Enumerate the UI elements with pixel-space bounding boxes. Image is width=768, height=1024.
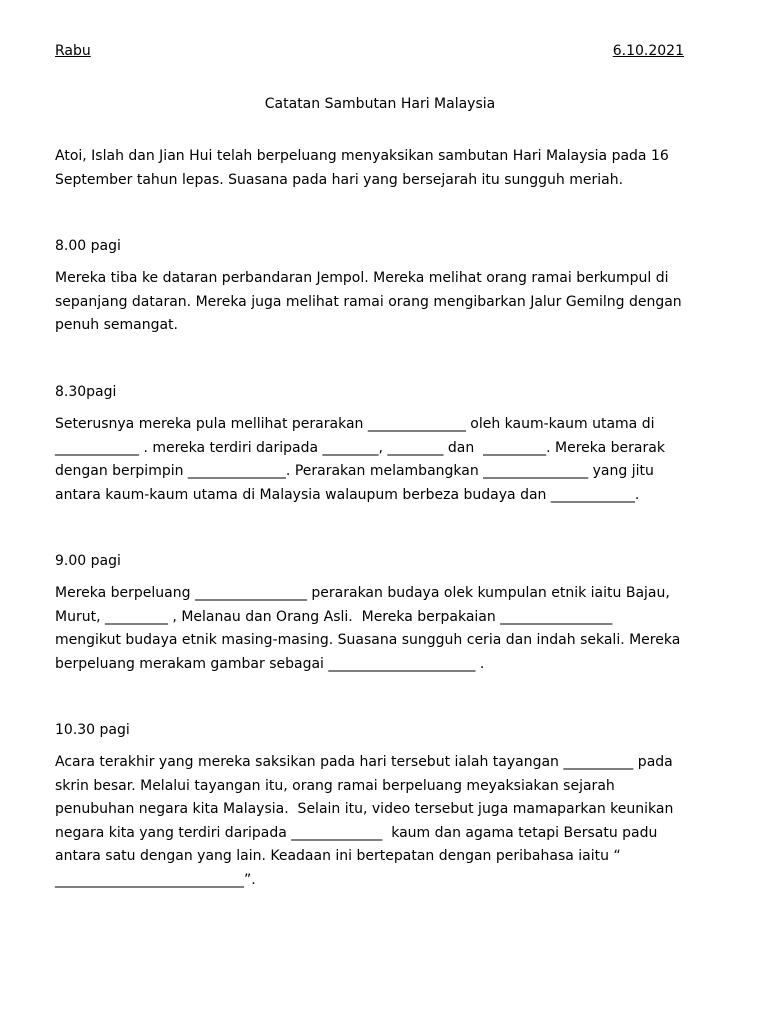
section-paragraph-4 <box>55 751 705 892</box>
paragraph-line: sepanjang dataran. Mereka juga melihat ramai orang mengibarkan Jalur Gemilng dengan <box>55 293 682 310</box>
paragraph-line: dengan berpimpin ______________. Perarakan melambangkan _______________ yang jitu <box>55 463 654 479</box>
time-heading-1: 8.00 pagi <box>55 238 121 254</box>
paragraph-line: Seterusnya mereka pula mellihat perarakan ______________ oleh kaum-kaum utama di <box>55 416 655 432</box>
intro-line: Atoi, Islah dan Jian Hui telah berpeluang menyaksikan sambutan Hari Malaysia pada 16 <box>55 148 669 164</box>
intro-paragraph <box>55 145 705 192</box>
section-paragraph-2 <box>55 413 705 507</box>
section-paragraph-3 <box>55 582 705 676</box>
paragraph-line: Acara terakhir yang mereka saksikan pada hari tersebut ialah tayangan __________ pada <box>55 754 673 770</box>
paragraph-line: negara kita yang terdiri daripada _____________ kaum dan agama tetapi Bersatu padu <box>55 824 658 841</box>
paragraph-line: antara kaum-kaum utama di Malaysia walaupum berbeza budaya dan ____________. <box>55 486 640 503</box>
paragraph-line: ___________________________”. <box>55 871 256 888</box>
paragraph-line: ____________ . mereka terdiri daripada ________, ________ dan _________. Mereka berarak <box>55 439 665 456</box>
paragraph-line: berpeluang merakam gambar sebagai _____________________ . <box>55 655 485 672</box>
paragraph-line: penuh semangat. <box>55 317 178 333</box>
paragraph-line: antara satu dengan yang lain. Keadaan ini bertepatan dengan peribahasa iaitu “ <box>55 848 621 864</box>
date-label: 6.10.2021 <box>612 43 684 59</box>
paragraph-line: Mereka berpeluang ________________ perarakan budaya olek kumpulan etnik iaitu Bajau, <box>55 585 670 601</box>
paragraph-line: Mereka tiba ke dataran perbandaran Jempol. Mereka melihat orang ramai berkumpul di <box>55 270 669 286</box>
paragraph-line: penubuhan negara kita Malaysia. Selain itu, video tersebut juga mamaparkan keunikan <box>55 801 674 817</box>
intro-line: September tahun lepas. Suasana pada hari yang bersejarah itu sungguh meriah. <box>55 171 624 188</box>
paragraph-line: skrin besar. Melalui tayangan itu, orang ramai berpeluang meyaksiakan sejarah <box>55 777 615 794</box>
header-row <box>55 42 684 62</box>
time-heading-3: 9.00 pagi <box>55 553 121 569</box>
paragraph-line: Murut, _________ , Melanau dan Orang Asli. Mereka berpakaian ________________ <box>55 608 613 625</box>
paragraph-line: mengikut budaya etnik masing-masing. Suasana sungguh ceria dan indah sekali. Mereka <box>55 632 681 648</box>
document-title: Catatan Sambutan Hari Malaysia <box>264 96 496 112</box>
document-page <box>55 0 705 1024</box>
day-label: Rabu <box>55 43 91 59</box>
time-heading-2: 8.30pagi <box>55 384 117 400</box>
section-paragraph-1 <box>55 267 705 338</box>
time-heading-4: 10.30 pagi <box>55 722 130 738</box>
